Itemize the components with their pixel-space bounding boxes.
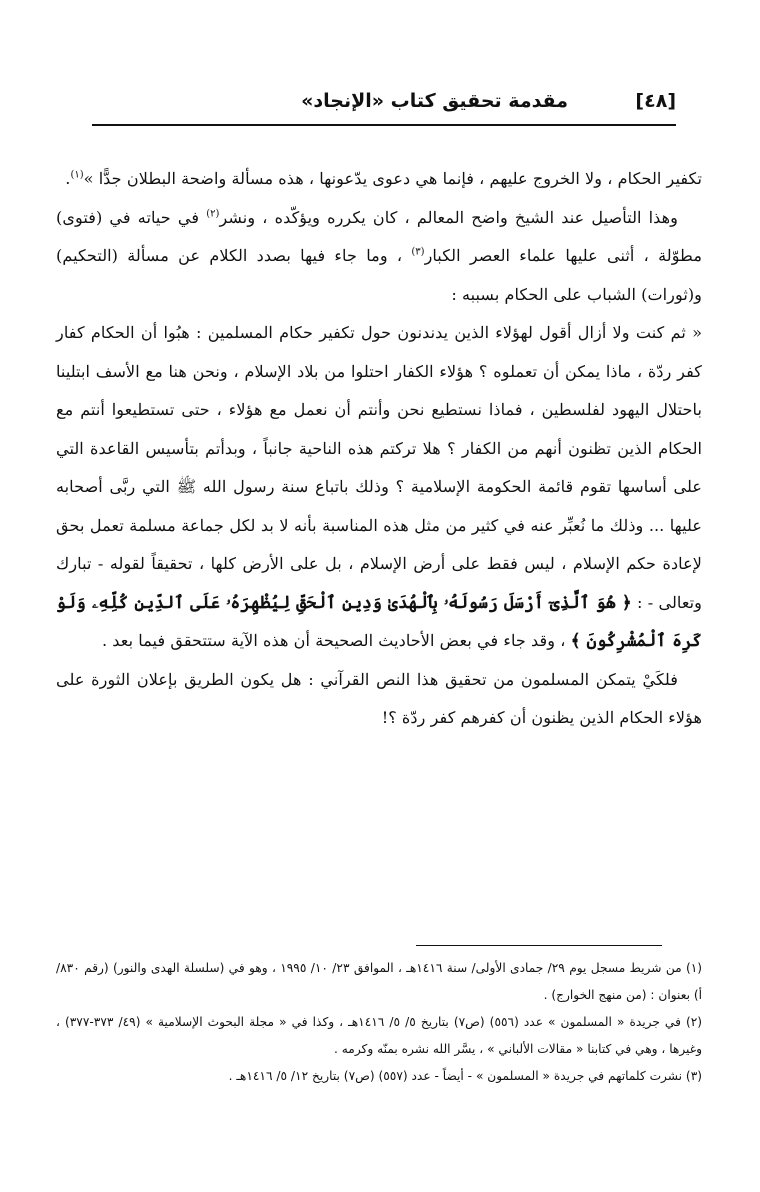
paragraph-1 [56,160,702,199]
paragraph-4-text: فلكَيْ يتمكن المسلمون من تحقيق هذا النص القرآني : هل يكون الطريق بإعلان الثورة على هؤلاء الحكام الذين يظنون أن كفرهم كفر ردّة ؟! [56,669,702,727]
paragraph-1-end: . [65,169,71,188]
quotation-text: « ثم كنت ولا أزال أقول لهؤلاء الذين يدندنون حول تكفير حكام المسلمين : هبُوا أن الحكام كفار كفر ردّة ، ماذا يمكن أن تعملوه ؟ هؤلاء الكفار احتلوا من بلاد الإسلام ، ونحن هنا مع الأسف ابتلينا باحتلال اليهود لفلسطين ، فماذا نستطيع نحن وأنتم أن نعمل مع هؤلاء ، حتى تستطيعوا أنتم مع الحكام الذين تظنون أنهم من الكفار ؟ هلا تركتم هذه الناحية جانباً ، وبدأتم بتأسيس القاعدة التي على أساسها تقوم قائمة الحكومة الإسلامية ؟ وذلك باتباع سنة رسول الله ﷺ التي ربَّى أصحابه عليها ... وذلك ما نُعبِّر عنه في كثير من مثل هذه المناسبة بأنه لا بد لكل جماعة مسلمة تعمل بحق لإعادة حكم الإسلام ، ليس فقط على أرض الإسلام ، بل على الأرض كلها ، تحقيقاً لقوله - تبارك وتعالى - : [56,323,702,612]
footnote-1: (١) من شريط مسجل يوم ٢٩/ جمادى الأولى/ سنة ١٤١٦هـ ، الموافق ٢٣/ ١٠/ ١٩٩٥ ، وهو في (سلسلة الهدى والنور) (رقم ٨٣٠/ أ) بعنوان : (من منهج الخوارج) . [56,961,703,1002]
page-header [92,88,676,120]
paragraph-2 [56,199,702,315]
quran-verse: ﴿ هُوَ ٱلَّذِىٓ أَرْسَلَ رَسُولَهُۥ بِٱلْهُدَىٰ وَدِينِ ٱلْحَقِّ لِيُظْهِرَهُۥ عَلَى ٱلدِّينِ كُلِّهِۦ وَلَوْ كَرِهَ ٱلْمُشْرِكُونَ ﴾ [56,592,702,651]
paragraph-4 [56,661,702,738]
footnotes [56,955,702,1090]
paragraph-3 [56,314,702,661]
page-number: [٤٨] [635,90,676,112]
running-title: مقدمة تحقيق كتاب «الإنجاد» [301,90,568,112]
footnote-ref-2: (٢) [206,208,220,220]
footnote-3: (٣) نشرت كلماتهم في جريدة « المسلمون » - أيضاً - عدد (٥٥٧) (ص٧) بتاريخ ١٢/ ٥/ ١٤١٦هـ . [228,1069,702,1083]
main-text [56,160,702,738]
paragraph-1-text: تكفير الحكام ، ولا الخروج عليهم ، فإنما هي دعوى يدّعونها ، هذه مسألة واضحة البطلان جدًّا » [83,169,702,188]
paragraph-2-text-b: في حياته في (فتوى) مطوّلة ، أثنى عليها علماء العصر الكبار [56,207,703,265]
header-rule [92,124,676,126]
quotation-end: ، وقد جاء في بعض الأحاديث الصحيحة أن هذه الآية ستتحقق فيما بعد . [102,631,571,650]
footnote-2: (٢) في جريدة « المسلمون » عدد (٥٥٦) (ص٧) بتاريخ ٥/ ٥/ ١٤١٦هـ ، وكذا في « مجلة البحوث الإسلامية » (٤٩/ ٣٧٣-٣٧٧) ، وغيرها ، وهي في كتابنا « مقالات الألباني » ، يسَّر الله نشره بمنّه وكرمه . [56,1015,703,1056]
paragraph-2-text-c: ، وما جاء فيها بصدد الكلام عن مسألة (التحكيم) و(ثورات) الشباب على الحكام بسببه : [56,246,702,304]
paragraph-2-text-a: وهذا التأصيل عند الشيخ واضح المعالم ، كان يكرره ويؤكّده ، ونشر [219,207,678,227]
footnote-ref-3: (٣) [411,246,425,258]
footnote-ref-1: (١) [70,169,84,181]
footnote-separator [416,945,662,946]
